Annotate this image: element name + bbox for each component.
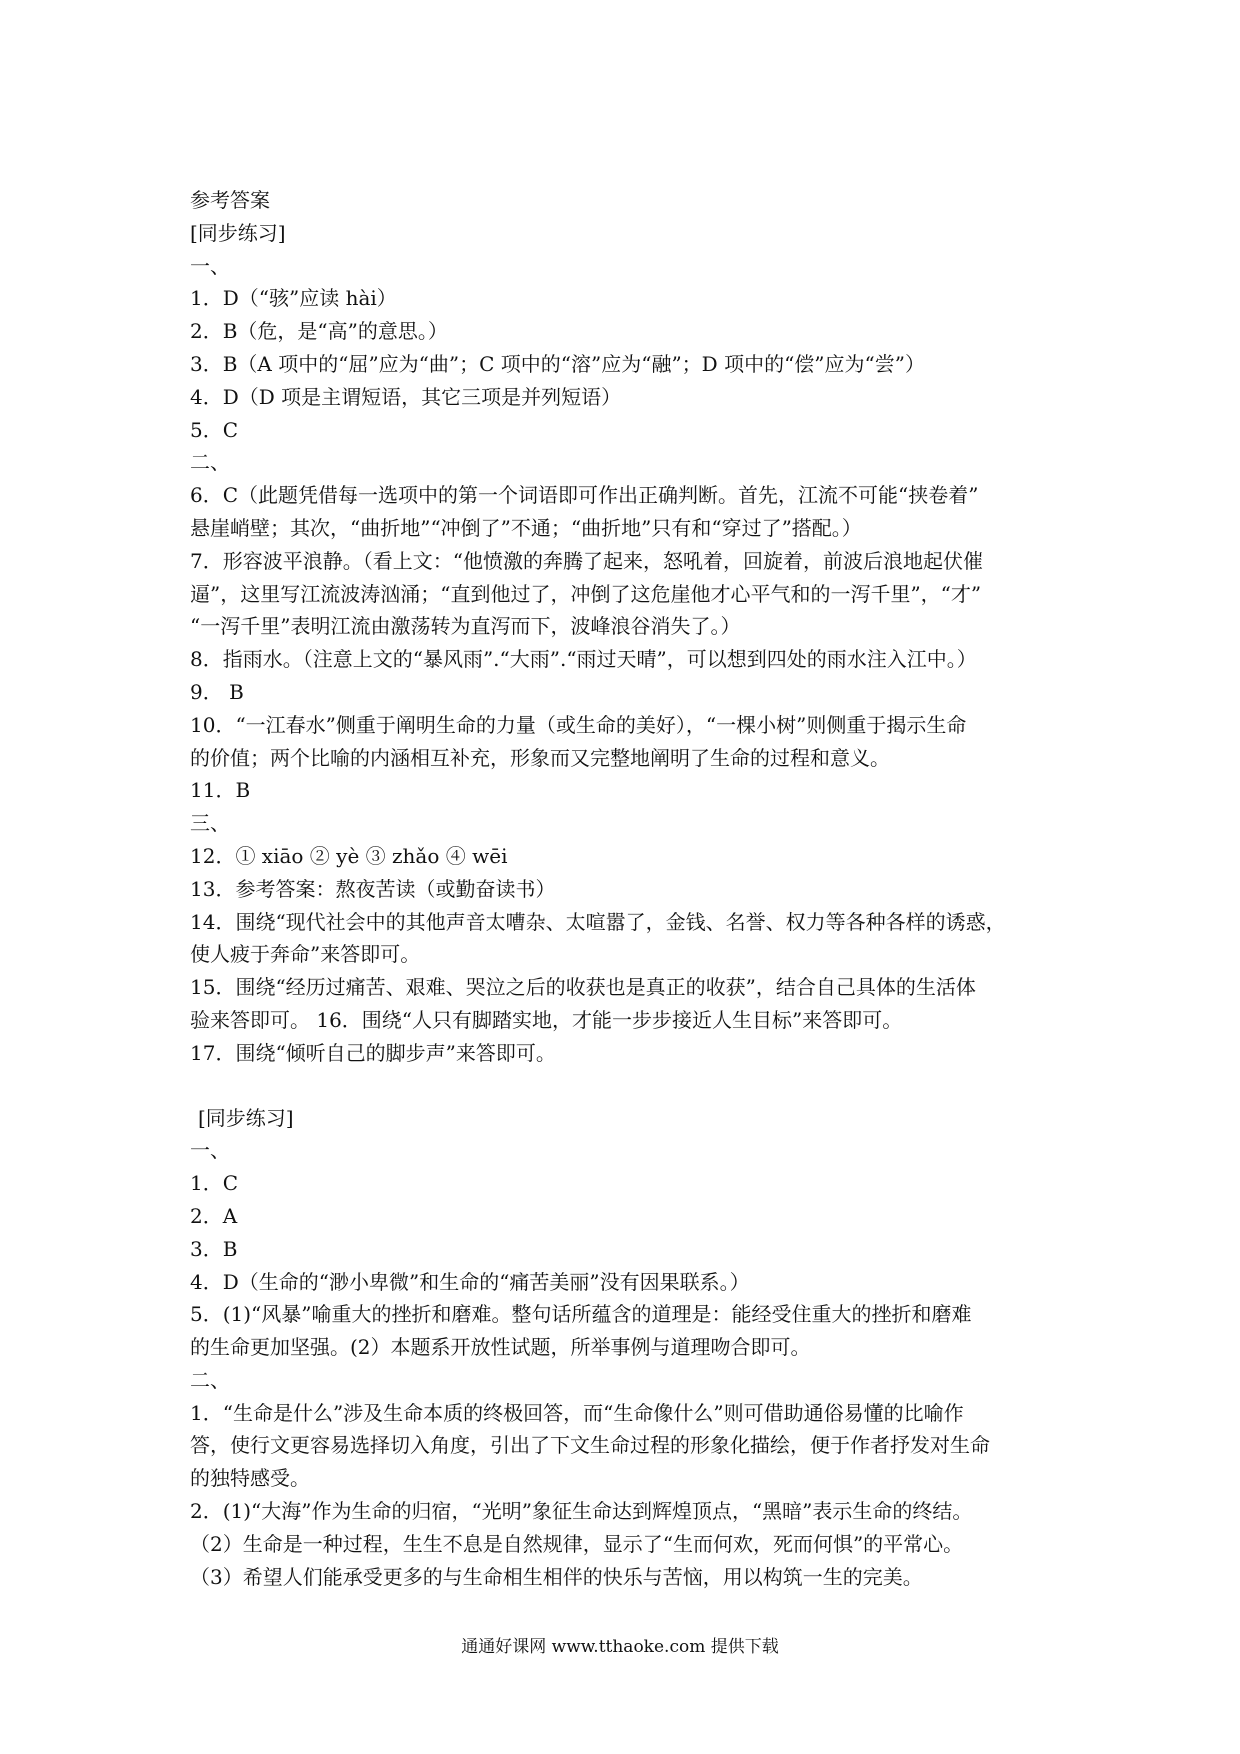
- answer-item: 3．B（A 项中的“屈”应为“曲”；C 项中的“溶”应为“融”；D 项中的“偿”应为“尝”）: [190, 351, 925, 376]
- part-label: 三、: [190, 811, 230, 836]
- answer-item: 1．C: [190, 1171, 239, 1196]
- answer-item: 3．B: [190, 1236, 238, 1261]
- answer-item-line: 10．“一江春水”侧重于阐明生命的力量（或生命的美好），“一棵小树”则侧重于揭示生命: [190, 712, 967, 737]
- answer-item: 17．围绕“倾听自己的脚步声”来答即可。: [190, 1040, 556, 1065]
- answer-item: 13．参考答案：熬夜苦读（或勤奋读书）: [190, 876, 556, 901]
- page-footer: 通通好课网 www.tthaoke.com 提供下载: [461, 1637, 779, 1657]
- part-label: 一、: [190, 1138, 230, 1163]
- answer-item-line: 逼”，这里写江流波涛汹涌；“直到他过了，冲倒了这危崖他才心平气和的一泻千里”，“才”: [190, 581, 982, 606]
- answer-item: 5．C: [190, 417, 239, 442]
- answer-item: 4．D（生命的“渺小卑微”和生命的“痛苦美丽”没有因果联系。）: [190, 1269, 750, 1294]
- answer-item-line: “一泻千里”表明江流由激荡转为直泻而下，波峰浪谷消失了。）: [190, 614, 741, 639]
- document-title: 参考答案: [190, 188, 270, 212]
- answer-item-line: 验来答即可。 16．围绕“人只有脚踏实地，才能一步步接近人生目标”来答即可。: [190, 1007, 903, 1032]
- answer-item-line: 的价值；两个比喻的内涵相互补充，形象而又完整地阐明了生命的过程和意义。: [190, 745, 890, 770]
- answer-item-line: 答，使行文更容易选择切入角度，引出了下文生命过程的形象化描绘，便于作者抒发对生命: [190, 1433, 990, 1458]
- part-label: 一、: [190, 253, 230, 278]
- answer-item: 8．指雨水。（注意上文的“暴风雨”.“大雨”.“雨过天晴”，可以想到四处的雨水注入江中。）: [190, 647, 977, 672]
- answer-item: 11．B: [190, 778, 251, 803]
- part-label: 二、: [190, 450, 230, 475]
- answer-item: 2．A: [190, 1203, 238, 1228]
- section-heading: [同步练习]: [190, 220, 286, 245]
- answer-item-line: 14．围绕“现代社会中的其他声音太嘈杂、太喧嚣了，金钱、名誉、权力等各种各样的诱惑，: [190, 909, 1006, 934]
- section-gap: [190, 1070, 1070, 1102]
- section-heading: [同步练习]: [198, 1105, 294, 1130]
- answer-item: 2．B（危，是“高”的意思。）: [190, 319, 448, 344]
- answer-item: 9． B: [190, 679, 244, 704]
- answer-item-line: 的生命更加坚强。(2）本题系开放性试题，所举事例与道理吻合即可。: [190, 1335, 811, 1360]
- answer-document: [190, 184, 1070, 1593]
- part-label: 二、: [190, 1367, 230, 1392]
- answer-item-line: 7．形容波平浪静。（看上文：“他愤激的奔腾了起来，怒吼着，回旋着，前波后浪地起伏催: [190, 548, 983, 573]
- answer-item-line: 5．(1)“风暴”喻重大的挫折和磨难。整句话所蕴含的道理是：能经受住重大的挫折和磨难: [190, 1302, 972, 1327]
- answer-item: 4．D（D 项是主谓短语，其它三项是并列短语）: [190, 384, 622, 409]
- answer-item-line: 悬崖峭壁；其次，“曲折地”“冲倒了”不通；“曲折地”只有和“穿过了”搭配。）: [190, 515, 862, 540]
- answer-item-line: 15．围绕“经历过痛苦、艰难、哭泣之后的收获也是真正的收获”，结合自己具体的生活体: [190, 975, 976, 1000]
- answer-item-line: 6．C（此题凭借每一选项中的第一个词语即可作出正确判断。首先，江流不可能“挟卷着”: [190, 483, 979, 508]
- answer-item-line: 2．(1)“大海”作为生命的归宿，“光明”象征生命达到辉煌顶点，“黑暗”表示生命的终结。: [190, 1499, 973, 1524]
- answer-item-line: 的独特感受。: [190, 1466, 310, 1491]
- answer-item-line: （2）生命是一种过程，生生不息是自然规律，显示了“生而何欢，死而何惧”的平常心。: [190, 1531, 964, 1556]
- answer-item: 12．① xiāo ② yè ③ zhǎo ④ wēi: [190, 843, 508, 868]
- answer-item-line: （3）希望人们能承受更多的与生命相生相伴的快乐与苦恼，用以构筑一生的完美。: [190, 1564, 923, 1589]
- answer-item-line: 使人疲于奔命”来答即可。: [190, 942, 421, 967]
- answer-item-line: 1．“生命是什么”涉及生命本质的终极回答，而“生命像什么”则可借助通俗易懂的比喻作: [190, 1400, 964, 1425]
- answer-item: 1．D（“骇”应读 hài）: [190, 286, 397, 311]
